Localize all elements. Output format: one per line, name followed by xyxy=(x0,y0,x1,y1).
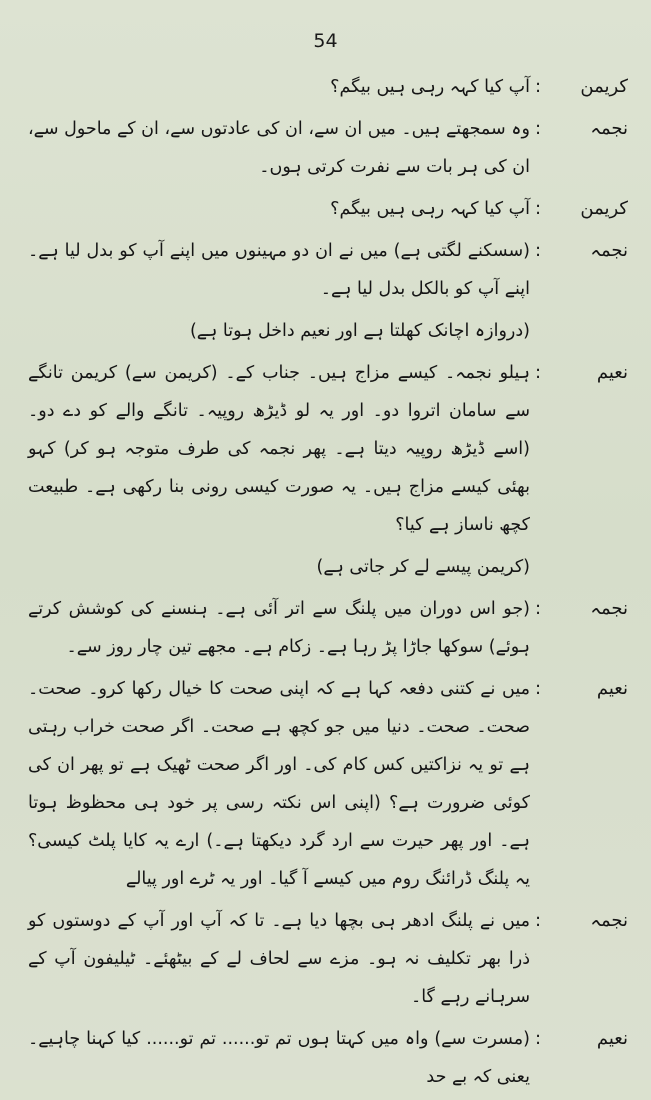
dialogue-line: ہیلو نجمہ۔ کیسے مزاج ہیں۔ جناب کے۔ (کریمن سے) کریمن تانگے سے سامان اتروا دو۔ اور یہ لو ڈیڑھ روپیہ۔ تانگے والے کو دے دو۔ (اسے ڈیڑھ روپیہ دیتا ہے۔ پھر نجمہ کی طرف متوجہ ہو کر) کہو بھئی کیسے مزاج ہیں۔ یہ صورت کیسی رونی بنا رکھی ہے۔ طبیعت کچھ ناساز ہے کیا؟ xyxy=(28,363,530,535)
speaker-name: نعیم xyxy=(596,362,628,383)
speaker-name: کریمن xyxy=(580,198,628,219)
dialogue-entry: نجمہ : (سسکنے لگتی ہے) میں نے ان دو مہینوں میں اپنے آپ کو بدل لیا ہے۔ اپنے آپ کو بالکل بدل لیا ہے۔ xyxy=(28,232,628,308)
dialogue-line: (سسکنے لگتی ہے) میں نے ان دو مہینوں میں اپنے آپ کو بدل لیا ہے۔ اپنے آپ کو بالکل بدل لیا ہے۔ xyxy=(28,241,530,299)
speaker-name: نجمہ xyxy=(590,118,628,139)
dialogue-entry: نجمہ : وہ سمجھتے ہیں۔ میں ان سے، ان کی عادتوں سے، ان کے ماحول سے، ان کی ہر بات سے نفرت کرتی ہوں۔ xyxy=(28,110,628,186)
speaker-name: نجمہ xyxy=(590,598,628,619)
play-text xyxy=(28,68,628,1100)
dialogue-entry: کریمن : آپ کیا کہہ رہی ہیں بیگم؟ xyxy=(28,190,628,228)
speaker-name: نجمہ xyxy=(590,240,628,261)
dialogue-entry: نعیم : میں نے کتنی دفعہ کہا ہے کہ اپنی صحت کا خیال رکھا کرو۔ صحت۔ صحت۔ صحت۔ دنیا میں جو کچھ ہے صحت۔ اگر صحت خراب رہتی ہے تو یہ نزاکتیں کس کام کی۔ اور اگر صحت ٹھیک ہے تو پھر ان کی کوئی ضرورت ہے؟ (اپنی اس نکتہ رسی پر خود ہی محظوظ ہوتا ہے۔ اور پھر حیرت سے ارد گرد دیکھتا ہے۔) ارے یہ کایا پلٹ کیسی؟ یہ پلنگ ڈرائنگ روم میں کیسے آ گیا۔ اور یہ ٹرے اور پیالے xyxy=(28,670,628,898)
speaker-name: نعیم xyxy=(596,1028,628,1049)
dialogue-line: آپ کیا کہہ رہی ہیں بیگم؟ xyxy=(330,77,530,97)
stage-direction: (دروازہ اچانک کھلتا ہے اور نعیم داخل ہوتا ہے) xyxy=(189,321,530,341)
dialogue-entry: نعیم : (مسرت سے) واہ میں کہتا ہوں تم تو...... تم تو...... کیا کہنا چاہیے۔ یعنی کہ بے حد xyxy=(28,1020,628,1096)
dialogue-line: وہ سمجھتے ہیں۔ میں ان سے، ان کی عادتوں سے، ان کے ماحول سے، ان کی ہر بات سے نفرت کرتی ہوں۔ xyxy=(28,119,530,177)
speaker-name: نعیم xyxy=(596,678,628,699)
dialogue-entry: کریمن : آپ کیا کہہ رہی ہیں بیگم؟ xyxy=(28,68,628,106)
stage-direction: (کریمن پیسے لے کر جاتی ہے) xyxy=(316,557,530,577)
dialogue-line: (جو اس دوران میں پلنگ سے اتر آئی ہے۔ ہنسنے کی کوشش کرتے ہوئے) سوکھا جاڑا پڑ رہا ہے۔ زکام ہے۔ مجھے تین چار روز سے۔ xyxy=(28,599,530,657)
dialogue-line: آپ کیا کہہ رہی ہیں بیگم؟ xyxy=(330,199,530,219)
dialogue-line: میں نے پلنگ ادھر ہی بچھا دیا ہے۔ تا کہ آپ اور آپ کے دوستوں کو ذرا بھر تکلیف نہ ہو۔ مزے سے لحاف لے کے بیٹھئے۔ ٹیلیفون آپ کے سرہانے رہے گا۔ xyxy=(28,911,530,1007)
dialogue-entry: نعیم : ہیلو نجمہ۔ کیسے مزاج ہیں۔ جناب کے۔ (کریمن سے) کریمن تانگے سے سامان اتروا دو۔ اور یہ لو ڈیڑھ روپیہ۔ تانگے والے کو دے دو۔ (اسے ڈیڑھ روپیہ دیتا ہے۔ پھر نجمہ کی طرف متوجہ ہو کر) کہو بھئی کیسے مزاج ہیں۔ یہ صورت کیسی رونی بنا رکھی ہے۔ طبیعت کچھ ناساز ہے کیا؟ xyxy=(28,354,628,544)
dialogue-entry: نجمہ : میں نے پلنگ ادھر ہی بچھا دیا ہے۔ تا کہ آپ اور آپ کے دوستوں کو ذرا بھر تکلیف نہ ہو۔ مزے سے لحاف لے کے بیٹھئے۔ ٹیلیفون آپ کے سرہانے رہے گا۔ xyxy=(28,902,628,1016)
dialogue-line: میں نے کتنی دفعہ کہا ہے کہ اپنی صحت کا خیال رکھا کرو۔ صحت۔ صحت۔ صحت۔ دنیا میں جو کچھ ہے صحت۔ اگر صحت خراب رہتی ہے تو یہ نزاکتیں کس کام کی۔ اور اگر صحت ٹھیک ہے تو پھر ان کی کوئی ضرورت ہے؟ (اپنی اس نکتہ رسی پر خود ہی محظوظ ہوتا ہے۔ اور پھر حیرت سے ارد گرد دیکھتا ہے۔) ارے یہ کایا پلٹ کیسی؟ یہ پلنگ ڈرائنگ روم میں کیسے آ گیا۔ اور یہ ٹرے اور پیالے xyxy=(28,679,530,889)
dialogue-entry: نجمہ : (جو اس دوران میں پلنگ سے اتر آئی ہے۔ ہنسنے کی کوشش کرتے ہوئے) سوکھا جاڑا پڑ رہا ہے۔ زکام ہے۔ مجھے تین چار روز سے۔ xyxy=(28,590,628,666)
speaker-name: نجمہ xyxy=(590,910,628,931)
page-number: 54 xyxy=(313,30,338,52)
speaker-name: کریمن xyxy=(580,76,628,97)
dialogue-line: (مسرت سے) واہ میں کہتا ہوں تم تو...... تم تو...... کیا کہنا چاہیے۔ یعنی کہ بے حد xyxy=(28,1029,530,1087)
